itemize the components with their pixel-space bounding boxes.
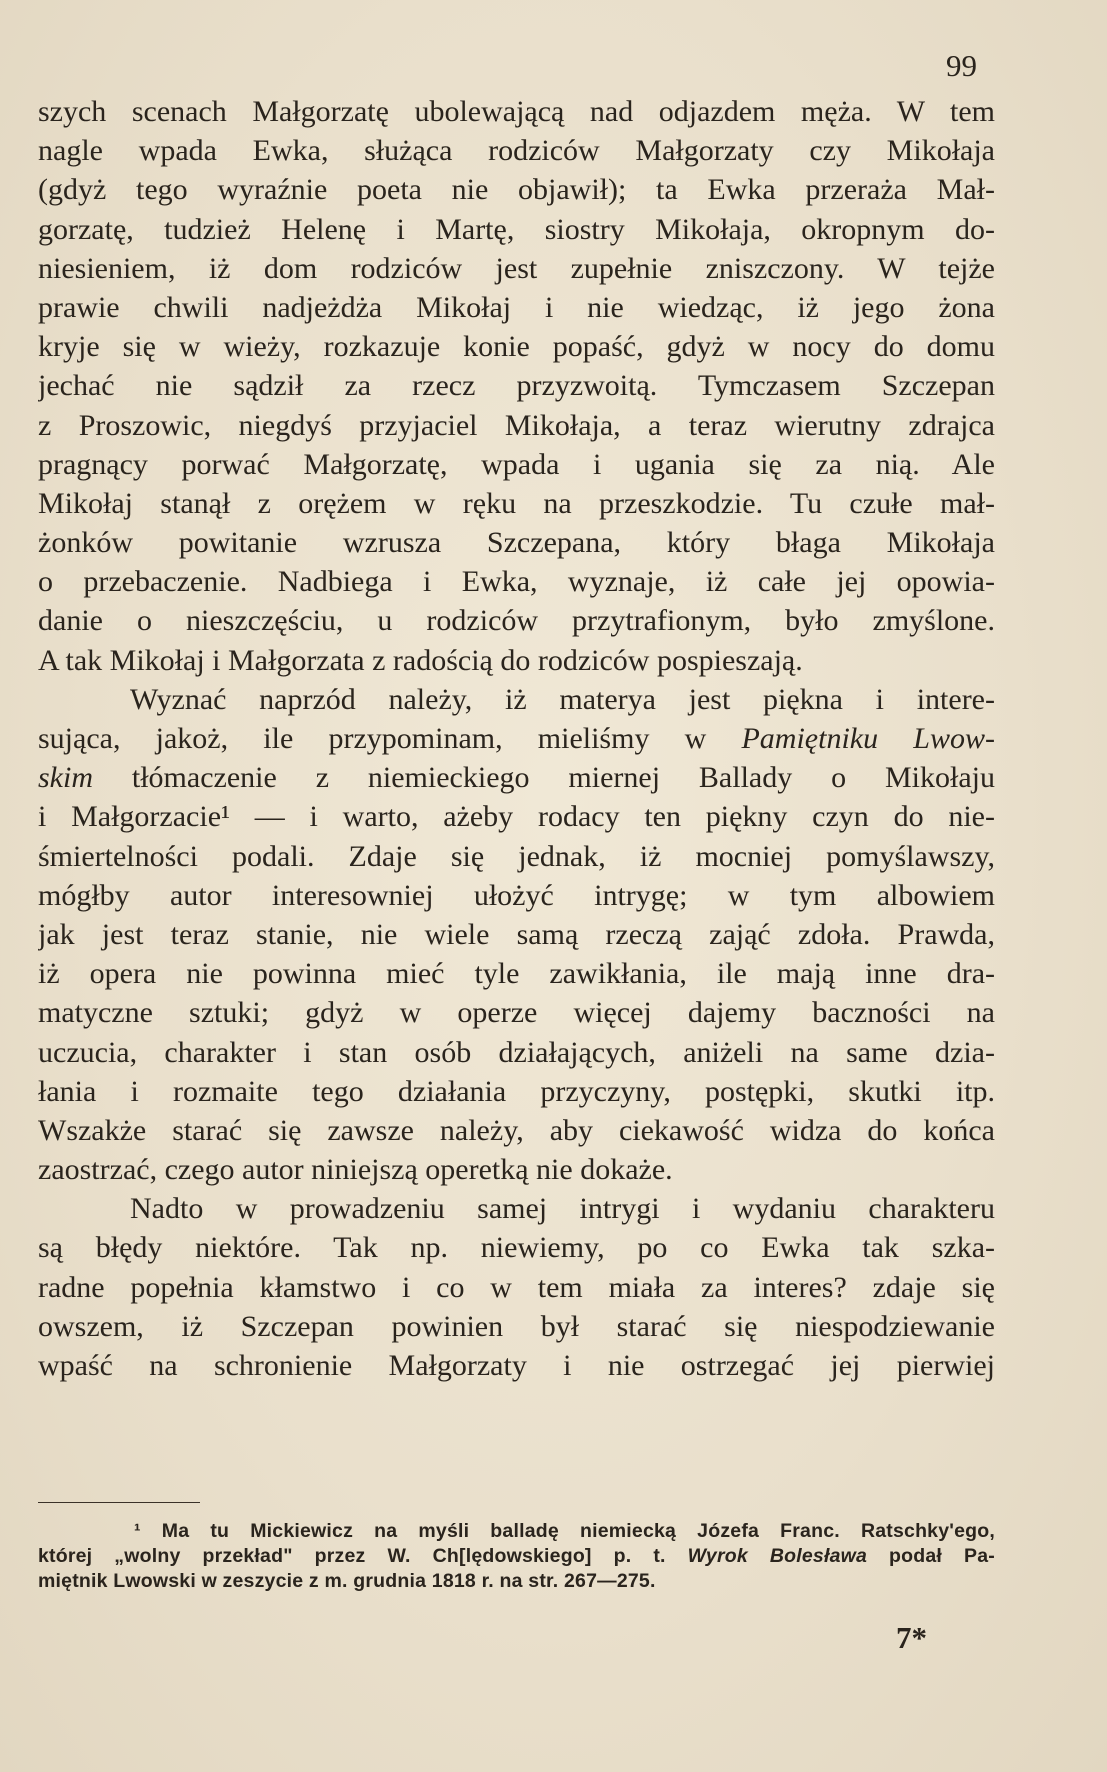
line-text: łania i rozmaite tego działania przyczyny, postępki, skutki itp.	[38, 1074, 995, 1108]
body-line	[38, 1072, 995, 1111]
line-text: o przebaczenie. Nadbiega i Ewka, wyznaje, iż całe jej opowia-	[38, 565, 995, 599]
line-text: szych scenach Małgorzatę ubolewającą nad odjazdem męża. W tem	[38, 95, 995, 128]
body-line	[38, 131, 995, 170]
line-text: A tak Mikołaj i Małgorzata z radością do rodziców pospieszają.	[38, 643, 803, 677]
body-line	[38, 797, 995, 836]
body-line	[38, 1150, 995, 1189]
line-text: uczucia, charakter i stan osób działających, aniżeli na same dzia-	[38, 1035, 995, 1069]
body-line	[38, 876, 995, 915]
body-line	[38, 366, 995, 405]
body-line	[38, 562, 995, 601]
page-number: 99	[946, 48, 977, 83]
line-text: miętnik Lwowski w zeszycie z m. grudnia 1818 r. na str. 267—275.	[38, 1570, 656, 1592]
italic-text: Pamiętniku Lwow-	[741, 722, 995, 755]
line-text: owszem, iż Szczepan powinien był starać się niespodziewanie	[38, 1309, 995, 1343]
line-text: jechać nie sądził za rzecz przyzwoitą. Tymczasem Szczepan	[38, 369, 995, 403]
line-text: są błędy niektóre. Tak np. niewiemy, po co Ewka tak szka-	[38, 1231, 995, 1265]
line-text: pragnący porwać Małgorzatę, wpada i ugania się za nią. Ale	[38, 447, 995, 481]
line-text: śmiertelności podali. Zdaje się jednak, iż mocniej pomyślawszy,	[38, 839, 995, 873]
line-text: z Proszowic, niegdyś przyjaciel Mikołaja, a teraz wierutny zdrajca	[38, 408, 995, 442]
body-line	[38, 523, 995, 562]
body-line	[38, 1307, 995, 1346]
line-text: zaostrzać, czego autor niniejszą operetką nie dokaże.	[38, 1153, 673, 1187]
footnote-divider	[38, 1502, 200, 1503]
line-text: danie o nieszczęściu, u rodziców przytrafionym, było zmyślone.	[38, 604, 995, 638]
body-line	[38, 406, 995, 445]
footnote-line	[38, 1519, 995, 1544]
body-line	[38, 993, 995, 1032]
body-line	[38, 445, 995, 484]
body-line	[38, 210, 995, 249]
line-text: matyczne sztuki; gdyż w operze więcej dajemy baczności na	[38, 996, 995, 1030]
line-text: Wyznać naprzód należy, iż materya jest piękna i intere-	[130, 682, 995, 716]
italic-text: skim	[38, 761, 93, 795]
italic-text: Wyrok Bolesława	[687, 1545, 868, 1567]
body-text	[38, 92, 995, 1385]
line-text: prawie chwili nadjeżdża Mikołaj i nie wiedząc, iż jego żona	[38, 290, 995, 324]
footnotes	[38, 1519, 995, 1594]
line-text: gorzatę, tudzież Helenę i Martę, siostry Mikołaja, okropnym do-	[38, 212, 995, 246]
line-text: nagle wpada Ewka, służąca rodziców Małgorzaty czy Mikołaja	[38, 134, 995, 168]
line-text: Mikołaj stanął z orężem w ręku na przeszkodzie. Tu czułe mał-	[38, 486, 995, 520]
body-line	[38, 92, 995, 131]
line-text: mógłby autor interesowniej ułożyć intrygę; w tym albowiem	[38, 878, 995, 912]
line-text: (gdyż tego wyraźnie poeta nie objawił); ta Ewka przeraża Mał-	[38, 173, 995, 207]
body-line	[38, 1268, 995, 1307]
line-text: jak jest teraz stanie, nie wiele samą rzeczą zająć zdoła. Prawda,	[38, 917, 995, 951]
body-line	[38, 1189, 995, 1228]
body-line	[38, 719, 995, 758]
footnote-line	[38, 1544, 995, 1569]
body-line	[38, 954, 995, 993]
line-text: podał Pa-	[867, 1545, 995, 1567]
body-line	[38, 249, 995, 288]
body-line	[38, 641, 995, 680]
body-line	[38, 288, 995, 327]
line-text: iż opera nie powinna mieć tyle zawikłania, ile mają inne dra-	[38, 957, 995, 991]
body-line	[38, 327, 995, 366]
line-text: wpaść na schronienie Małgorzaty i nie ostrzegać jej pierwiej	[38, 1349, 995, 1382]
body-line	[38, 1111, 995, 1150]
body-line	[38, 484, 995, 523]
body-line	[38, 601, 995, 640]
line-text: i Małgorzacie¹ — i warto, ażeby rodacy ten piękny czyn do nie-	[38, 800, 995, 834]
line-text: ¹ Ma tu Mickiewicz na myśli balladę niemiecką Józefa Franc. Ratschky'ego,	[134, 1520, 995, 1542]
body-line	[38, 837, 995, 876]
line-text: niesieniem, iż dom rodziców jest zupełnie zniszczony. W tejże	[38, 251, 995, 285]
line-text: sująca, jakoż, ile przypominam, mieliśmy w	[38, 722, 742, 755]
line-text: radne popełnia kłamstwo i co w tem miała za interes? zdaje się	[38, 1270, 995, 1304]
body-line	[38, 680, 995, 719]
line-text: żonków powitanie wzrusza Szczepana, który błaga Mikołaja	[38, 526, 995, 560]
body-line	[38, 1228, 995, 1267]
body-line	[38, 170, 995, 209]
line-text: której „wolny przekład" przez W. Ch[lędowskiego] p. t.	[38, 1545, 688, 1567]
body-line	[38, 758, 995, 797]
line-text: tłómaczenie z niemieckiego miernej Ballady o Mikołaju	[93, 761, 995, 795]
line-text: Nadto w prowadzeniu samej intrygi i wydaniu charakteru	[130, 1192, 995, 1226]
line-text: kryje się w wieży, rozkazuje konie popaść, gdyż w nocy do domu	[38, 330, 995, 364]
line-text: Wszakże starać się zawsze należy, aby ciekawość widza do końca	[38, 1113, 995, 1147]
body-line	[38, 915, 995, 954]
body-line	[38, 1033, 995, 1072]
signature-mark: 7*	[896, 1620, 927, 1655]
body-line	[38, 1346, 995, 1385]
footnote-line	[38, 1569, 995, 1594]
